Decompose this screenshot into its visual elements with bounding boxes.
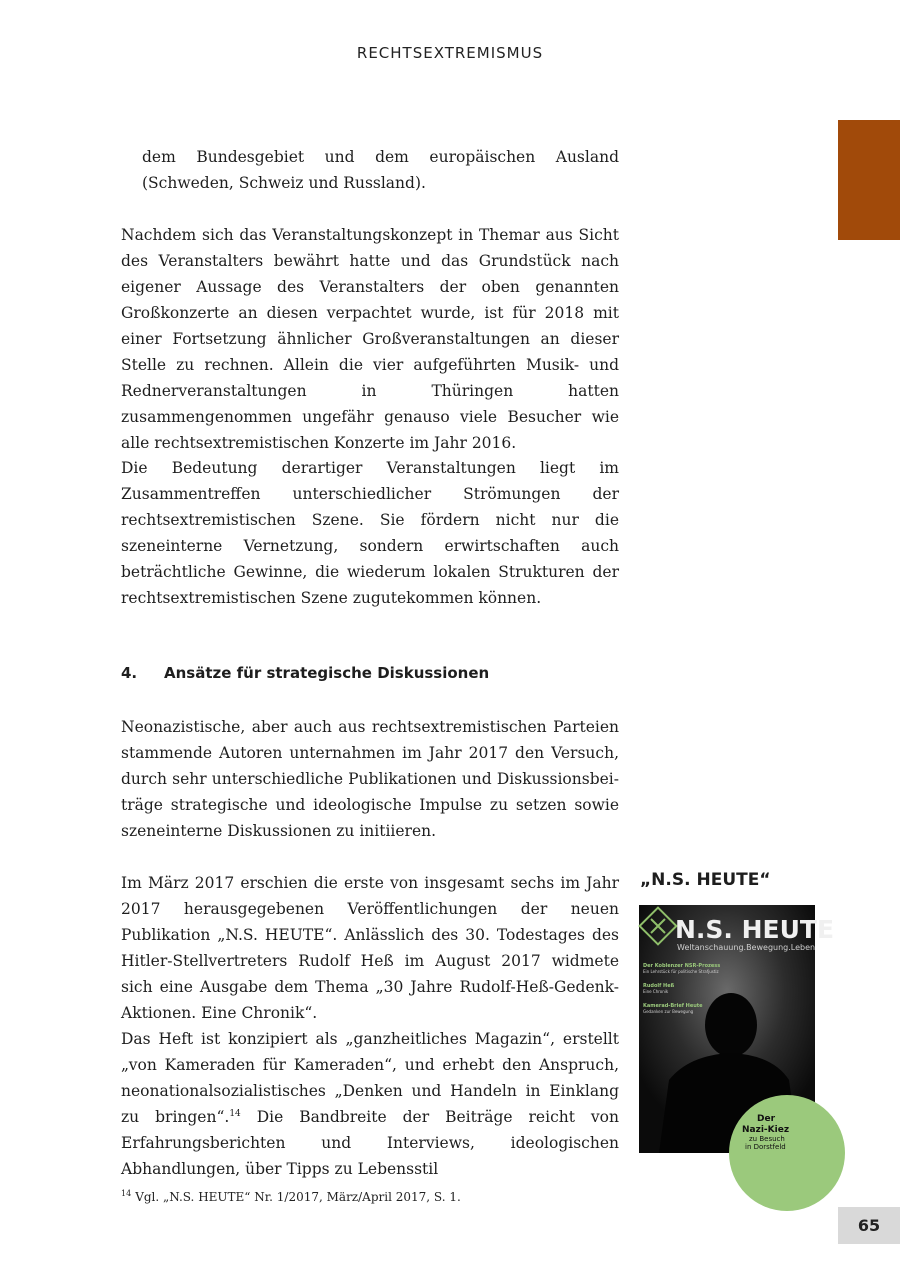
running-header: RECHTSEXTREMISMUS <box>356 44 544 62</box>
cover-badge-line-2: Nazi-Kiez <box>742 1125 790 1135</box>
cover-badge-line-3: zu Besuch <box>749 1135 785 1143</box>
cover-teaser-3-title: Kamerad-Brief Heute <box>643 1003 703 1009</box>
cover-teaser-1-sub: Ein Lehrstück für politische Strafjustiz <box>643 969 719 974</box>
sidebar-caption: „N.S. HEUTE“ <box>640 870 771 890</box>
magazine-cover-image <box>639 905 835 1153</box>
cover-badge-line-4: in Dorstfeld <box>745 1143 786 1151</box>
section-number: 4. <box>121 664 138 682</box>
paragraph-heft-main: Das Heft ist konzipiert als „ganzheitliches Magazin“, erstellt „von Kameraden für Kameraden“, und erhebt den Anspruch, neonationalsozialistisches „Denken und Handeln in Einklang zu bringen“. <box>121 1030 619 1126</box>
paragraph-maerz-2017: Im März 2017 erschien die erste von insgesamt sechs im Jahr 2017 herausgegebenen Veröffentlichungen der neuen Publikation „N.S. HEUTE“. Anlässlich des 30. Todestages des Hitler-Stellvertreters Rudolf Heß im August 2017 widmete sich eine Ausgabe dem Thema „30 Jahre Rudolf-Heß-Gedenk-Aktionen. Eine Chronik“. <box>121 874 619 1022</box>
page-number: 65 <box>838 1207 900 1244</box>
cover-masthead: N.S. HEUTE <box>675 915 835 944</box>
paragraph-heft <box>121 1026 619 1182</box>
chapter-tab-marker <box>838 120 900 240</box>
section-heading <box>121 664 619 682</box>
cover-teaser-1-title: Der Koblenzer NSR-Prozess <box>643 963 721 969</box>
paragraph-heft-rest: Die Bandbreite der Beiträge reicht von Erfahrungsberichten und Interviews, ideologischen Abhandlungen, über Tipps zu Lebensstil <box>121 1108 619 1178</box>
cover-teaser-2-title: Rudolf Heß <box>643 983 675 989</box>
cover-teaser-3-sub: Gedanken zur Bewegung <box>643 1009 694 1014</box>
silhouette-head <box>705 993 757 1057</box>
footnote-number: 14 <box>121 1189 132 1198</box>
section-title: Ansätze für strategische Diskussionen <box>164 664 490 682</box>
footnote-reference[interactable]: 14 <box>229 1108 241 1119</box>
cover-badge-line-1: Der <box>757 1114 776 1124</box>
paragraph-continuation: dem Bundesgebiet und dem europäischen Ausland (Schweden, Schweiz und Russland). <box>142 148 619 192</box>
paragraph-themar: Nachdem sich das Veranstaltungskonzept in Themar aus Sicht des Veranstalters bewährt hatte und das Grundstück nach eigener Aussage des Veranstalters der oben genannten Großkonzerte an diesen verpachtet wurde, ist für 2018 mit einer Fortsetzung ähnlicher Großveranstaltungen an dieser Stelle zu rechnen. Allein die vier aufgeführten Musik- und Rednerveranstaltungen in Thüringen hatten zusammengenommen ungefähr genauso viele Besucher wie alle rechtsextremistischen Konzerte im Jahr 2016. <box>121 226 619 452</box>
paragraph-neonazistische: Neonazistische, aber auch aus rechtsextremistischen Parteien stammende Autoren unternahmen im Jahr 2017 den Versuch, durch sehr unterschiedliche Publikationen und Diskussionsbeiträge strategische und ideologische Impulse zu setzen sowie szeneinterne Diskussionen zu initiieren. <box>121 718 619 840</box>
paragraph-bedeutung: Die Bedeutung derartiger Veranstaltungen liegt im Zusammentreffen unterschiedlicher Strömungen der rechtsextremistischen Szene. Sie fördern nicht nur die szeneinterne Vernetzung, sondern erwirtschaften auch beträchtliche Gewinne, die wiederum lokalen Strukturen der rechtsextremistischen Szene zugutekommen können. <box>121 459 619 607</box>
cover-badge <box>729 1095 845 1211</box>
cover-tagline: Weltanschauung.Bewegung.Leben <box>677 943 816 952</box>
cover-teaser-2-sub: Eine Chronik <box>643 989 669 994</box>
footnote-text: Vgl. „N.S. HEUTE“ Nr. 1/2017, März/April 2017, S. 1. <box>135 1190 461 1204</box>
footnote <box>121 1189 721 1204</box>
